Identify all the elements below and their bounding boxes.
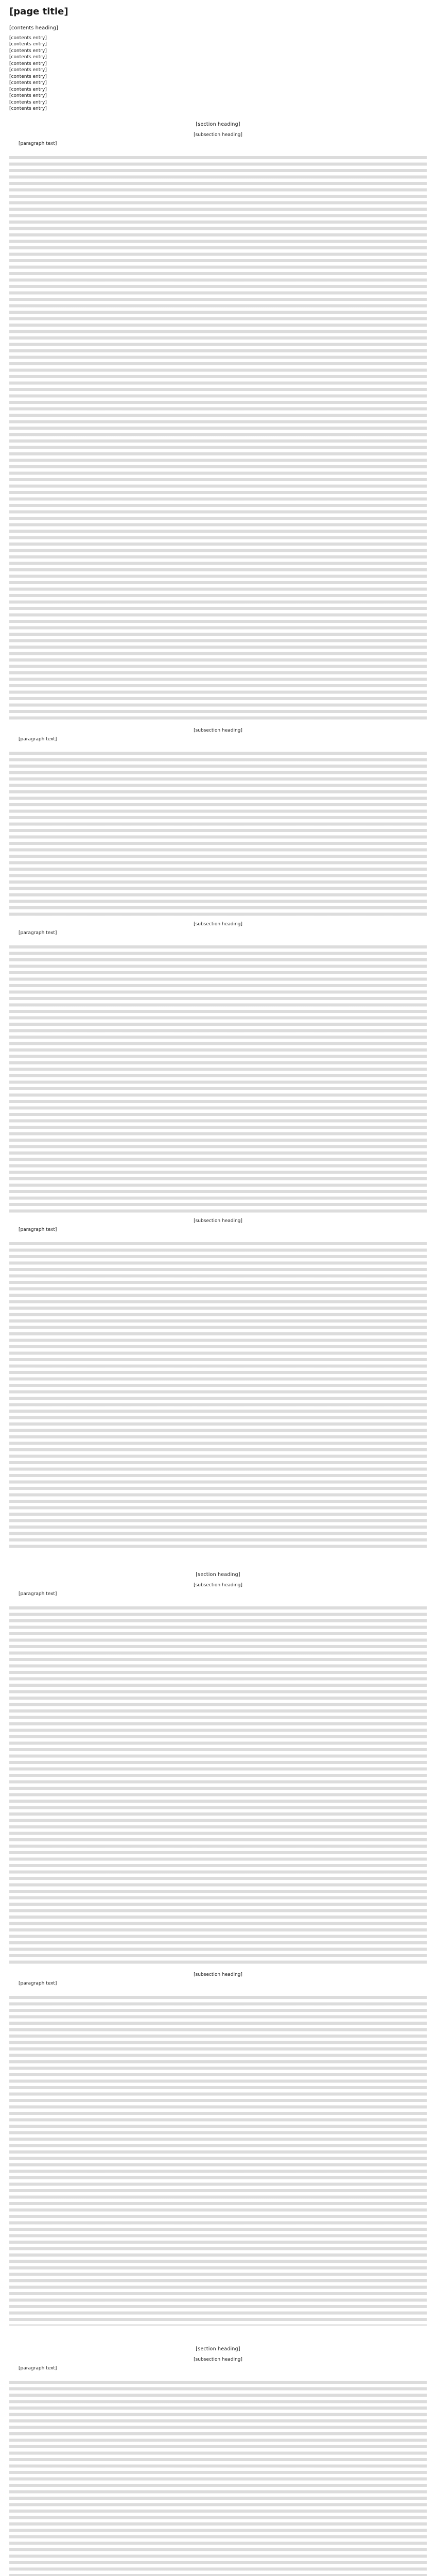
subsection-heading: [subsection heading] bbox=[194, 727, 242, 733]
text-block bbox=[9, 945, 427, 1213]
text-block bbox=[9, 1606, 427, 1967]
toc-item[interactable]: [contents entry] bbox=[9, 87, 47, 92]
text-block bbox=[9, 1996, 427, 2326]
subsection-heading: [subsection heading] bbox=[194, 1218, 242, 1224]
section-1 bbox=[9, 122, 427, 1551]
section-gap bbox=[9, 2329, 427, 2339]
section-3 bbox=[9, 2346, 427, 2576]
toc-item[interactable]: [contents entry] bbox=[9, 106, 47, 111]
paragraph: [paragraph text] bbox=[19, 1591, 57, 1597]
paragraph: [paragraph text] bbox=[19, 930, 57, 936]
toc-item[interactable]: [contents entry] bbox=[9, 99, 47, 105]
table-of-contents bbox=[9, 25, 427, 112]
section-heading: [section heading] bbox=[196, 2346, 240, 2352]
paragraph: [paragraph text] bbox=[19, 2365, 57, 2371]
subsection-heading: [subsection heading] bbox=[194, 132, 242, 138]
toc-item[interactable]: [contents entry] bbox=[9, 67, 47, 73]
paragraph: [paragraph text] bbox=[19, 736, 57, 742]
paragraph: [paragraph text] bbox=[19, 141, 57, 146]
subsection-heading: [subsection heading] bbox=[194, 2357, 242, 2362]
toc-item[interactable]: [contents entry] bbox=[9, 55, 47, 60]
toc-item[interactable]: [contents entry] bbox=[9, 80, 47, 86]
subsection-heading: [subsection heading] bbox=[194, 1582, 242, 1588]
toc-item[interactable]: [contents entry] bbox=[9, 93, 47, 98]
page-title: [page title] bbox=[9, 6, 68, 17]
section-heading: [section heading] bbox=[196, 121, 240, 127]
paragraph: [paragraph text] bbox=[19, 1980, 57, 1986]
paragraph: [paragraph text] bbox=[19, 1227, 57, 1232]
toc-item[interactable]: [contents entry] bbox=[9, 61, 47, 66]
text-block bbox=[9, 1242, 427, 1551]
toc-item[interactable]: [contents entry] bbox=[9, 48, 47, 54]
subsection-heading: [subsection heading] bbox=[194, 921, 242, 927]
text-block bbox=[9, 752, 427, 917]
section-heading: [section heading] bbox=[196, 1571, 240, 1578]
subsection-heading: [subsection heading] bbox=[194, 1972, 242, 1977]
section-2 bbox=[9, 1572, 427, 2326]
toc-item[interactable]: [contents entry] bbox=[9, 35, 47, 41]
toc-heading: [contents heading] bbox=[9, 25, 58, 31]
toc-item[interactable]: [contents entry] bbox=[9, 74, 47, 79]
text-block bbox=[9, 2381, 427, 2576]
toc-item[interactable]: [contents entry] bbox=[9, 42, 47, 47]
text-block bbox=[9, 156, 427, 723]
section-gap bbox=[9, 1554, 427, 1565]
